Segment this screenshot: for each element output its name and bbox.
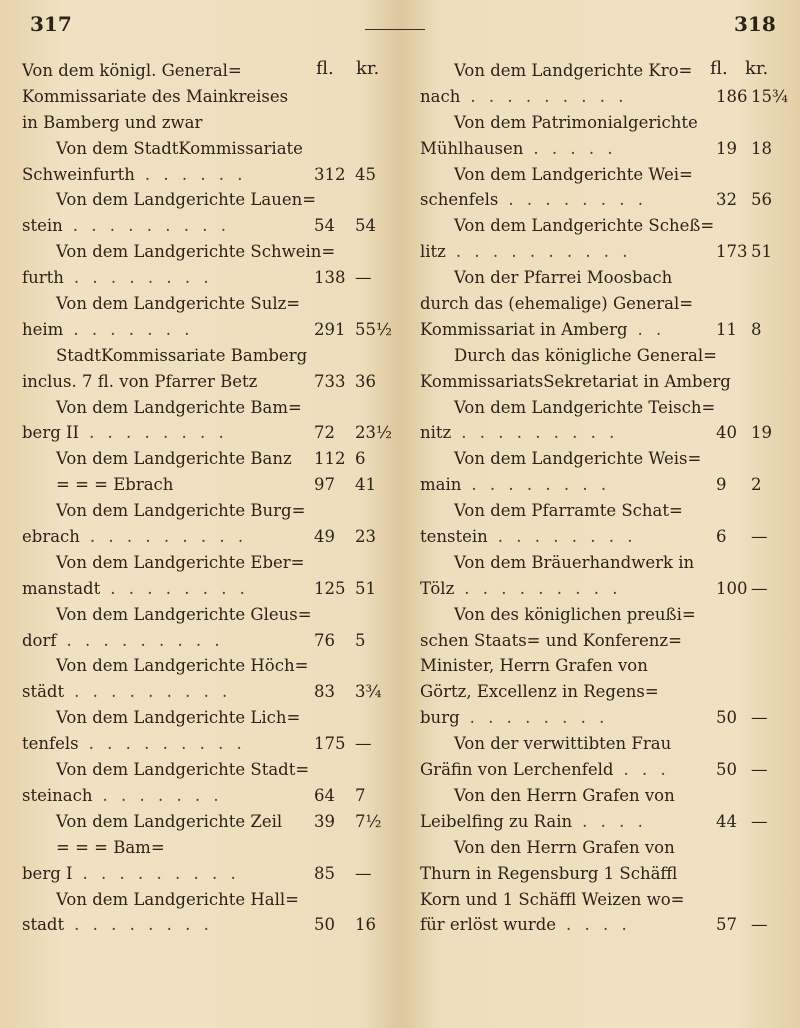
ledger-line	[22, 783, 392, 809]
ledger-line	[22, 524, 392, 550]
amount-fl: 19	[716, 138, 737, 158]
entry-text: schen Staats= und Konferenz=	[420, 630, 682, 650]
entry-text: = = = Ebrach	[56, 475, 174, 495]
entry-text: Minister, Herrn Grafen von	[420, 656, 648, 676]
leader-dots: . . . . . . . . .	[470, 86, 628, 106]
ledger-line	[22, 576, 392, 602]
ledger-line	[420, 602, 785, 628]
entry-text: Schweinfurth	[22, 164, 135, 184]
amount-kr: 55½	[355, 319, 392, 339]
ledger-line	[22, 343, 392, 369]
amount-fl: 49	[314, 527, 335, 547]
ledger-line	[420, 757, 785, 783]
ledger-line	[22, 420, 392, 446]
entry-text: Von den Herrn Grafen von	[454, 837, 675, 857]
entry-text: Von dem Bräuerhandwerk in	[454, 552, 695, 572]
amount-fl: 138	[314, 268, 346, 288]
ledger-line	[22, 628, 392, 654]
ledger-line	[420, 291, 785, 317]
entry-text: Von dem königl. General=	[22, 61, 242, 80]
leader-dots: . . . . . . . .	[508, 190, 648, 210]
amount-fl: 32	[716, 190, 737, 210]
amount-kr: —	[751, 527, 768, 547]
amount-kr: 54	[355, 216, 376, 236]
leader-dots: . . . . . . . .	[471, 475, 611, 495]
ledger-line	[420, 343, 785, 369]
entry-text: burg	[420, 708, 460, 728]
entry-text: städt	[22, 682, 65, 702]
amount-kr: —	[355, 268, 372, 288]
entry-text: nach	[420, 86, 461, 106]
amount-kr: —	[355, 863, 372, 883]
ledger-line	[420, 369, 785, 395]
entry-text: nitz	[420, 423, 452, 443]
entry-text: Von dem Landgerichte Kro=	[454, 61, 693, 80]
ledger-line	[22, 887, 392, 913]
amount-fl: 57	[716, 915, 737, 935]
amount-kr: 36	[355, 371, 376, 391]
amount-kr: —	[751, 708, 768, 728]
amount-fl: 50	[716, 760, 737, 780]
amount-fl: 733	[314, 371, 346, 391]
amount-kr: 2	[751, 475, 762, 495]
amount-fl: 39	[314, 811, 335, 831]
leader-dots: . . . . . . . .	[469, 708, 609, 728]
left-header-fl: fl.	[316, 58, 334, 79]
ledger-line	[22, 162, 392, 188]
right-header-fl: fl.	[710, 58, 728, 79]
entry-text: Von dem Landgerichte Teisch=	[454, 397, 716, 417]
amount-kr: —	[751, 578, 768, 598]
amount-kr: 19	[751, 423, 772, 443]
entry-text: KommissariatsSekretariat in Amberg	[420, 371, 731, 391]
amount-fl: 85	[314, 863, 335, 883]
entry-text: berg II	[22, 423, 80, 443]
right-header-kr: kr.	[745, 58, 769, 79]
amount-fl: 50	[314, 915, 335, 935]
ledger-line	[420, 653, 785, 679]
entry-text: Von dem Landgerichte Burg=	[56, 501, 306, 521]
amount-kr: 16	[355, 915, 376, 935]
ledger-line	[420, 395, 785, 421]
ledger-line	[420, 628, 785, 654]
leader-dots: . . . . . . . .	[73, 268, 213, 288]
amount-fl: 72	[314, 423, 335, 443]
ledger-line	[22, 446, 392, 472]
leader-dots: . . . . . . . . .	[72, 216, 230, 236]
amount-kr: 51	[751, 242, 772, 262]
amount-kr: 18	[751, 138, 772, 158]
ledger-line	[22, 265, 392, 291]
entry-text: in Bamberg und zwar	[22, 112, 203, 132]
entry-text: Kommissariate des Mainkreises	[22, 86, 289, 106]
entry-text: StadtKommissariate Bamberg	[56, 345, 308, 365]
ledger-line	[22, 731, 392, 757]
amount-kr: —	[751, 811, 768, 831]
entry-text: Von dem Landgerichte Sulz=	[56, 294, 301, 314]
entry-text: Von dem Landgerichte Banz	[56, 449, 292, 469]
entry-text: = = = Bam=	[56, 837, 165, 857]
entry-text: main	[420, 475, 462, 495]
leader-dots: . . . . . . .	[102, 785, 223, 805]
amount-fl: 54	[314, 216, 335, 236]
entry-text: Görtz, Excellenz in Regens=	[420, 682, 659, 702]
ledger-line	[22, 58, 392, 84]
header-rule	[365, 29, 425, 30]
entry-text: Von den Herrn Grafen von	[454, 785, 675, 805]
leader-dots: . . . . . . . .	[89, 423, 228, 443]
amount-fl: 175	[314, 734, 346, 754]
leader-dots: . . . . . . . .	[74, 915, 213, 935]
entry-text: durch das (ehemalige) General=	[420, 294, 694, 314]
amount-fl: 6	[716, 527, 727, 547]
ledger-line	[22, 912, 392, 938]
leader-dots: . . . . . . . . .	[74, 682, 232, 702]
ledger-line	[22, 369, 392, 395]
ledger-line	[420, 783, 785, 809]
ledger-line	[420, 136, 785, 162]
ledger-line	[420, 887, 785, 913]
ledger-line	[420, 679, 785, 705]
entry-text: schenfels	[420, 190, 499, 210]
leader-dots: . . . . . .	[144, 164, 247, 184]
ledger-line	[22, 705, 392, 731]
ledger-line	[22, 136, 392, 162]
entry-text: tenstein	[420, 527, 488, 547]
leader-dots: . . . .	[582, 811, 647, 831]
ledger-line	[420, 550, 785, 576]
amount-kr: 6	[355, 449, 366, 469]
amount-fl: 50	[716, 708, 737, 728]
ledger-line	[420, 498, 785, 524]
entry-text: manstadt	[22, 578, 101, 598]
leader-dots: . . . . . . . . .	[89, 527, 248, 547]
entry-text: Von dem Landgerichte Zeil	[56, 811, 283, 831]
ledger-line	[22, 317, 392, 343]
entry-text: Von dem Landgerichte Scheß=	[454, 216, 715, 236]
entry-text: Von dem Pfarramte Schat=	[454, 501, 683, 521]
amount-kr: —	[751, 760, 768, 780]
entry-text: ebrach	[22, 527, 80, 547]
entry-text: heim	[22, 319, 64, 339]
ledger-line	[420, 58, 785, 84]
right-page-number: 318	[734, 12, 776, 36]
entry-text: Durch das königliche General=	[454, 345, 717, 365]
entry-text: Gräfin von Lerchenfeld	[420, 760, 614, 780]
entry-text: berg I	[22, 863, 73, 883]
amount-kr: 41	[355, 475, 376, 495]
ledger-line	[420, 84, 788, 110]
amount-kr: 23	[355, 527, 376, 547]
ledger-line	[22, 809, 392, 835]
amount-fl: 9	[716, 475, 727, 495]
leader-dots: . . . . . . . .	[497, 527, 637, 547]
ledger-line	[22, 291, 392, 317]
entry-text: Von der verwittibten Frau	[454, 734, 672, 754]
ledger-line	[22, 239, 392, 265]
amount-fl: 40	[716, 423, 737, 443]
leader-dots: . . . . . . . . .	[82, 863, 240, 883]
left-page-number: 317	[30, 12, 72, 36]
left-column	[22, 58, 392, 938]
ledger-line	[420, 265, 785, 291]
amount-kr: 7½	[355, 811, 382, 831]
ledger-line	[420, 835, 785, 861]
ledger-line	[420, 213, 785, 239]
amount-kr: —	[355, 734, 372, 754]
ledger-line	[420, 162, 785, 188]
amount-fl: 44	[716, 811, 737, 831]
amount-kr: 23½	[355, 423, 392, 443]
leader-dots: . .	[637, 319, 666, 339]
amount-fl: 97	[314, 475, 335, 495]
ledger-line	[420, 446, 785, 472]
entry-text: inclus. 7 fl. von Pfarrer Betz	[22, 371, 258, 391]
entry-text: Leibelfing zu Rain	[420, 811, 573, 831]
ledger-line	[420, 420, 785, 446]
amount-fl: 173	[716, 242, 748, 262]
leader-dots: . . . . . . . . .	[66, 630, 224, 650]
entry-text: Von der Pfarrei Moosbach	[454, 268, 673, 288]
ledger-line	[22, 550, 392, 576]
ledger-line	[420, 912, 785, 938]
ledger-line	[420, 317, 785, 343]
amount-fl: 83	[314, 682, 335, 702]
left-header-kr: kr.	[356, 58, 380, 79]
amount-kr: 56	[751, 190, 772, 210]
leader-dots: . . . . . . . . .	[461, 423, 619, 443]
entry-text: Von dem Landgerichte Bam=	[56, 397, 302, 417]
entry-text: Von dem Patrimonialgerichte	[454, 112, 698, 132]
entry-text: Thurn in Regensburg 1 Schäffl	[420, 863, 678, 883]
entry-text: Von dem StadtKommissariate	[56, 138, 303, 158]
ledger-line	[22, 110, 392, 136]
entry-text: Tölz	[420, 578, 455, 598]
amount-fl: 186	[716, 86, 748, 106]
entry-text: Von dem Landgerichte Weis=	[454, 449, 702, 469]
entry-text: stein	[22, 216, 63, 236]
amount-fl: 100	[716, 578, 748, 598]
leader-dots: . . . . . . . . . .	[455, 242, 632, 262]
amount-fl: 125	[314, 578, 346, 598]
ledger-line	[22, 757, 392, 783]
entry-text: für erlöst wurde	[420, 915, 557, 935]
entry-text: Kommissariat in Amberg	[420, 319, 628, 339]
entry-text: litz	[420, 242, 446, 262]
entry-text: dorf	[22, 630, 57, 650]
amount-kr: 7	[355, 785, 366, 805]
amount-kr: 15¾	[751, 86, 788, 106]
amount-fl: 112	[314, 449, 346, 469]
ledger-line	[420, 110, 785, 136]
leader-dots: . . . . . . . .	[110, 578, 249, 598]
ledger-line	[420, 524, 785, 550]
ledger-line	[22, 861, 392, 887]
amount-kr: —	[751, 915, 768, 935]
ledger-line	[22, 602, 392, 628]
leader-dots: . . . .	[566, 915, 631, 935]
ledger-line	[22, 395, 392, 421]
ledger-line	[420, 705, 785, 731]
ledger-line	[420, 861, 785, 887]
ledger-line	[22, 498, 392, 524]
leader-dots: . . . . .	[533, 138, 617, 158]
amount-kr: 8	[751, 319, 762, 339]
entry-text: Von dem Landgerichte Höch=	[56, 656, 309, 676]
entry-text: Von des königlichen preußi=	[454, 604, 696, 624]
amount-fl: 291	[314, 319, 346, 339]
leader-dots: . . . . . . . . .	[464, 578, 622, 598]
ledger-line	[420, 472, 785, 498]
entry-text: Von dem Landgerichte Gleus=	[56, 604, 312, 624]
entry-text: Von dem Landgerichte Stadt=	[56, 760, 310, 780]
leader-dots: . . . . . . . . .	[88, 734, 246, 754]
entry-text: Von dem Landgerichte Wei=	[454, 164, 693, 184]
amount-fl: 11	[716, 319, 737, 339]
amount-fl: 312	[314, 164, 346, 184]
entry-text: Von dem Landgerichte Schwein=	[56, 242, 336, 262]
right-column	[420, 58, 788, 938]
ledger-line	[420, 187, 785, 213]
ledger-line	[420, 576, 785, 602]
entry-text: steinach	[22, 785, 93, 805]
entry-text: Korn und 1 Schäffl Weizen wo=	[420, 889, 685, 909]
ledger-line	[420, 809, 785, 835]
amount-fl: 76	[314, 630, 335, 650]
entry-text: tenfels	[22, 734, 79, 754]
entry-text: Von dem Landgerichte Lauen=	[56, 190, 317, 210]
amount-kr: 51	[355, 578, 376, 598]
entry-text: Von dem Landgerichte Eber=	[56, 552, 305, 572]
entry-text: furth	[22, 268, 64, 288]
amount-kr: 45	[355, 164, 376, 184]
ledger-line	[22, 653, 392, 679]
leader-dots: . . . . . . .	[73, 319, 194, 339]
amount-kr: 5	[355, 630, 366, 650]
entry-text: Von dem Landgerichte Lich=	[56, 708, 301, 728]
entry-text: Von dem Landgerichte Hall=	[56, 889, 300, 909]
ledger-line	[420, 239, 785, 265]
entry-text: stadt	[22, 915, 65, 935]
ledger-line	[22, 835, 392, 861]
ledger-line	[22, 213, 392, 239]
ledger-line	[420, 731, 785, 757]
leader-dots: . . .	[623, 760, 670, 780]
entry-text: Mühlhausen	[420, 138, 524, 158]
ledger-line	[22, 679, 392, 705]
ledger-line	[22, 472, 392, 498]
ledger-line	[22, 187, 392, 213]
amount-fl: 64	[314, 785, 335, 805]
ledger-line	[22, 84, 392, 110]
amount-kr: 3¾	[355, 682, 382, 702]
